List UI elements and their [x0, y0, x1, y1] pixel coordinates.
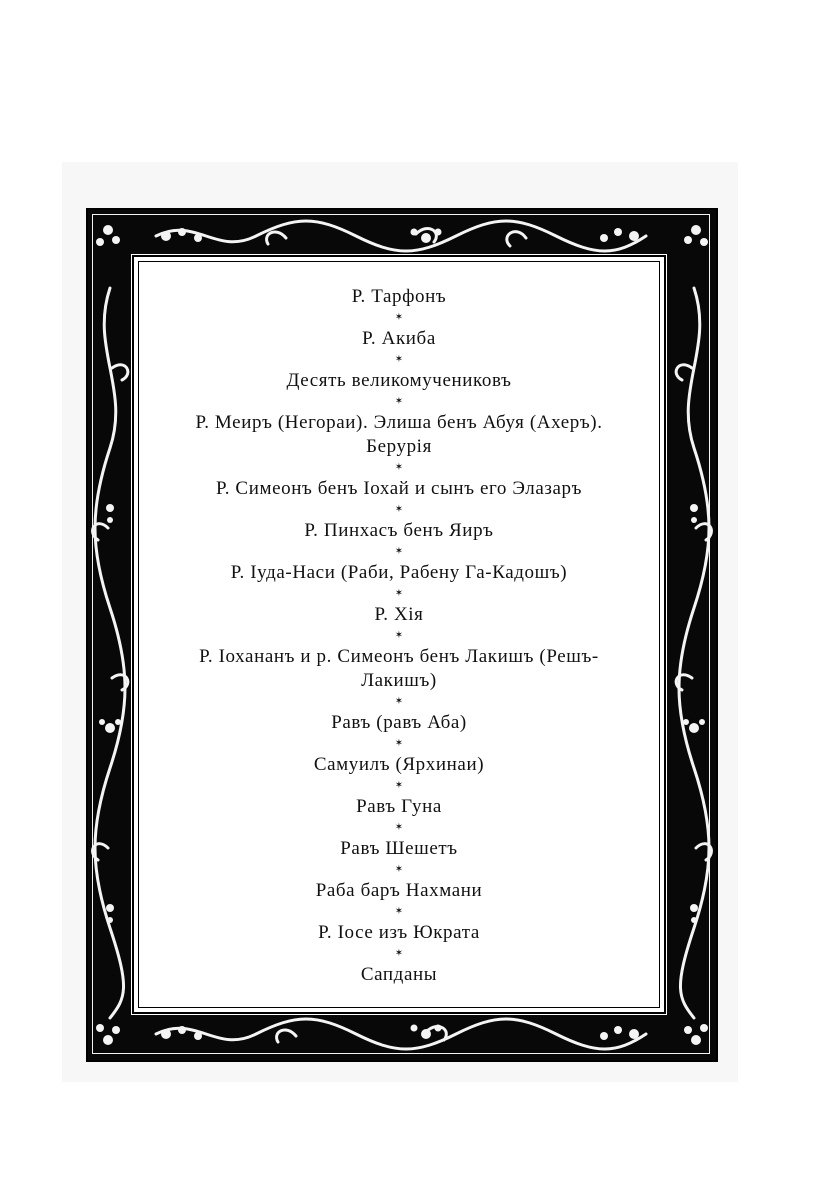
- contents-entry: Равъ (равъ Аба): [331, 712, 467, 733]
- separator-star: ✶: [394, 948, 404, 959]
- separator-star: ✶: [394, 738, 404, 749]
- contents-entry: Сапданы: [360, 964, 438, 985]
- separator-star: ✶: [394, 780, 404, 791]
- separator-star: ✶: [394, 822, 404, 833]
- separator-star: ✶: [394, 696, 404, 707]
- contents-entry: Раба баръ Нахмани: [315, 880, 483, 901]
- table-of-contents: [134, 285, 664, 987]
- separator-star: ✶: [394, 312, 404, 323]
- separator-star: ✶: [394, 462, 404, 473]
- contents-entry: Равъ Гуна: [356, 796, 442, 817]
- contents-entry: Р. Акиба: [362, 328, 436, 349]
- separator-star: ✶: [394, 504, 404, 515]
- separator-star: ✶: [394, 906, 404, 917]
- contents-entry: Р. Меиръ (Негораи). Элиша бенъ Абуя (Ахеръ). Берурія: [195, 412, 603, 457]
- separator-star: ✶: [394, 354, 404, 365]
- contents-entry: Р. Іохананъ и р. Симеонъ бенъ Лакишъ (Решъ- Лакишъ): [199, 646, 599, 691]
- contents-entry: Самуилъ (Ярхинаи): [313, 754, 485, 775]
- contents-entry: Десять великомучениковъ: [286, 370, 512, 391]
- separator-star: ✶: [394, 630, 404, 641]
- contents-entry: Р. Тарфонъ: [351, 286, 447, 307]
- contents-entry: Равъ Шешетъ: [340, 838, 458, 859]
- separator-star: ✶: [394, 588, 404, 599]
- separator-star: ✶: [394, 864, 404, 875]
- contents-entry: Р. Іосе изъ Юкрата: [318, 922, 480, 943]
- contents-panel: [132, 255, 666, 1014]
- contents-entry: Р. Симеонъ бенъ Іохай и сынъ его Элазаръ: [215, 478, 583, 499]
- contents-entry: Р. Іуда-Наси (Раби, Рабену Га-Кадошъ): [230, 562, 568, 583]
- separator-star: ✶: [394, 546, 404, 557]
- contents-entry: Р. Пинхасъ бенъ Яиръ: [304, 520, 494, 541]
- separator-star: ✶: [394, 396, 404, 407]
- contents-entry: Р. Хія: [374, 604, 424, 625]
